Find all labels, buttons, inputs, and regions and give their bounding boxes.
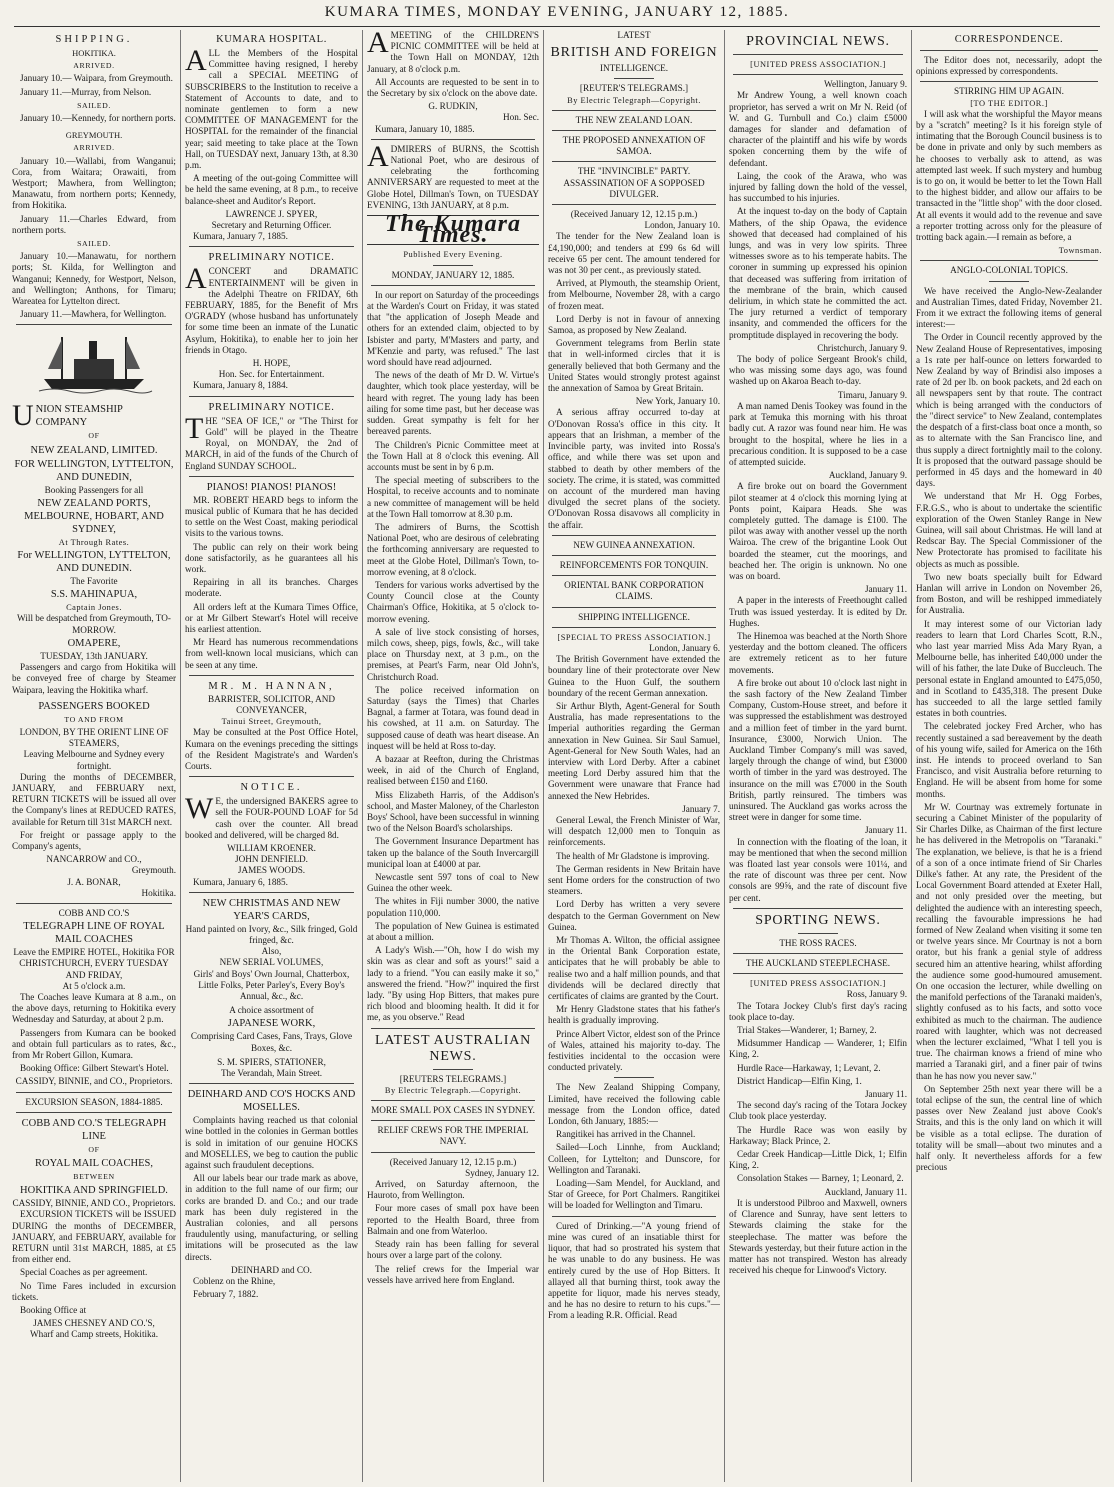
column-divider	[180, 30, 181, 1482]
editorial-para: Miss Elizabeth Harris, of the Addison's school, and Master Maloney, of the Charleston Boys' School, have been successful in winning two of the Nelson Board's scholarships.	[367, 789, 539, 834]
pianos-text: MR. ROBERT HEARD begs to inform the musical public of Kumara that he has decided to settle on the West Coast, making periodical visits to the various towns.	[185, 494, 358, 539]
signature: JAMES WOODS.	[237, 865, 306, 876]
text-of: OF	[88, 431, 100, 441]
news-para: Sir Arthur Blyth, Agent-General for South Australia, has made representations to the Imperial authorities regarding the German annexation in New Guinea. Sir Saul Samuel, Agent-General for New South Wales, had an interview with Lord Derby. After a cabinet meeting Lord Derby assured him that the Government were unaware that France had annexed the New Hebrides.	[548, 700, 720, 801]
xmas-line: S. M. SPIERS, STATIONER,	[217, 1056, 326, 1067]
steamship-icon	[34, 329, 154, 399]
letter-body: I will ask what the worshipful the Mayor means by a "scratch" meeting? Is it his foreign style of intimating that the Borough Council business is to be done in private and only by such members as he chooses to verbally ask to attend, as was attempted last week. If such mystery and humbug is to go on, it would be better to let the Town Hall to the highest bidder, and allow our affairs to be transacted in the "little shop" with the door closed. At all events it would add to the revenue and save a reporter trotting across only for the pleasure of trotting back again.—I remain as before, a	[916, 108, 1102, 243]
divider	[16, 1092, 172, 1093]
divider	[552, 555, 716, 556]
race-result: The Totara Jockey Club's first day's racing took place to-day.	[729, 1000, 907, 1022]
published-line: Published Every Evening.	[403, 250, 503, 260]
column-2	[185, 30, 358, 1482]
received-time: (Received January 12, 12.15 p.m.)	[389, 1156, 517, 1167]
usc-line: OMAPERE,	[67, 637, 121, 649]
divider	[733, 953, 903, 954]
exc-line: HOKITIKA AND SPRINGFIELD.	[20, 1185, 168, 1197]
correspondence-heading: CORRESPONDENCE.	[954, 34, 1064, 45]
xmas-line: Hand painted on Ivory, &c., Silk fringed, Gold fringed, &c.	[185, 923, 358, 945]
latest-label: LATEST	[617, 30, 651, 40]
concert-notice: ACONCERT and DRAMATIC ENTERTAINMENT will be given in the Adelphi Theatre on FRIDAY, 6th FEBRUARY, 1885, for the Benefit of Mrs O'GRADY (whose husband has unfortunately for some time been an inmate of the Lunatic Asylum, Hokitika), to enable her to join her friends in Otago.	[185, 262, 358, 355]
news-para: The Order in Council recently approved by the New Zealand House of Representatives, imposing a 1s rate per half-ounce on letters forwarded to New Zealand by way of Brindisi also imposes a rate of 2d per lb. on book packets, and 2d each on all newspapers sent by that route. The contract which is being arranged with the conductors of the "direct service" to New Zealand, contemplates the despatch of a first-class boat once a month, so as to alternate with the San Francisco line, and thus supply a direct fortnightly mail to the colony. It is proposed that the outward passage should be performed in 45 days and the homeward in 40 days.	[916, 332, 1102, 489]
news-para: Sailed—Loch Linnhe, from Auckland; Colleen, for Lyttelton; and Dunscore, for Wellington and Taranaki.	[548, 1142, 720, 1175]
shipping-entry: January 11.—Charles Edward, from northern ports.	[12, 213, 176, 235]
exc-line: Booking Office at	[20, 1305, 87, 1316]
signature: Townsman.	[1058, 246, 1102, 256]
pianos-heading: PIANOS! PIANOS! PIANOS!	[206, 481, 337, 493]
divider	[371, 139, 535, 140]
dateline: January 11.	[864, 825, 907, 836]
news-para: On September 25th next year there will be a total eclipse of the sun, the central line of which passes over New Zealand just above Cook's Straits, and this is the only land on which it will be visible as a total eclipse. The duration of totality will be small—about two minutes and a half only. It nevertheless affords for a few precious	[916, 1083, 1102, 1173]
exc-line: ROYAL MAIL COACHES,	[35, 1158, 153, 1169]
news-para: A fire broke out about 10 o'clock last night in the sash factory of the New Zealand Timber Company, Custom-House street, and before it was suppressed the establishment was destroyed and a million feet of timber in the yard burnt. Insurance, £3000, Norwich Union. The Auckland Timber Company's mill was saved, largely through the change of wind, but £3000 worth of timber in the yard was destroyed. The insurance on the mill was £7000 in the South British, partly reinsured. The timbers was uninsured. The Auckland gas works across the street were in danger for some time.	[729, 677, 907, 823]
divider	[733, 54, 903, 55]
pb-line: For freight or passage apply to the Company's agents,	[12, 829, 176, 851]
sailed-label: SAILED.	[77, 239, 111, 249]
divider	[189, 476, 354, 477]
divider	[733, 908, 903, 909]
shipping-entry: January 10.—Wallabi, from Wanganui; Cora, from Waitara; Orawaiti, from Westport; Mawhera, from Wellington; Manawatu, from northern ports; Kennedy, from Hokitika.	[12, 155, 176, 211]
news-para: Mr Thomas A. Wilton, the official assignee in the Oriental Bank Corporation estate, anticipates that he will probably be able to realise two and a half million pounds, and that dividends will be declared directly that certificates of claims are granted by the Court.	[548, 935, 720, 1002]
column-divider	[911, 30, 912, 1482]
editorial-para: A Lady's Wish.—"Oh, how I do wish my skin was as clear and soft as yours!" said a lady to a friend. "You can easily make it so," answered the friend. "How?" inquired the first lady. "By using Hop Bitters, that makes pure rich blood and blooming health. It did it for me, as you observe." Read	[367, 945, 539, 1023]
telegraph-label: By Electric Telegraph—Copyright.	[567, 95, 701, 105]
xmas-line: Comprising Card Cases, Fans, Trays, Glove Boxes, &c.	[190, 1031, 353, 1053]
pianos-text: Mr Heard has numerous recommendations from well-known local musicians, which can be seen at any time.	[185, 637, 358, 670]
news-para: A fire broke out on board the Government pilot steamer at 4 o'clock this morning lying at Ponts point, Kaipara Heads. She was completely gutted. The damage is £100. The pilot was away with another vessel up the north Wairoa. The crew of the brigantine Look Out boarded the steamer, cut the moorings, and beached her. The origin is unknown. No one was on board.	[729, 481, 907, 581]
divider	[552, 607, 716, 608]
signature: G. RUDKIN,	[428, 101, 478, 112]
excursion-heading: EXCURSION SEASON, 1884-1885.	[25, 1096, 163, 1107]
race-result: Trial Stakes—Wanderer, 1; Barney, 2.	[737, 1025, 877, 1036]
usc-line: Passengers and cargo from Hokitika will be conveyed free of charge by Steamer Waipara, leaving the Hokitika wharf.	[12, 662, 176, 695]
news-heading: THE NEW ZEALAND LOAN.	[575, 114, 693, 125]
divider	[989, 281, 1029, 282]
news-para: The German residents in New Britain have sent Home orders for the construction of two steamers.	[548, 863, 720, 897]
exc-line: Special Coaches as per agreement.	[20, 1267, 148, 1278]
divider	[552, 627, 716, 628]
dateline: Ross, January 9.	[846, 989, 907, 1000]
shipping-entry: January 11.—Murray, from Nelson.	[20, 86, 152, 97]
hospital-heading: KUMARA HOSPITAL.	[216, 34, 327, 45]
sea-of-ice-notice: THE "SEA OF ICE," or "The Thirst for Gold" will be played in the Theatre Royal, on MONDAY, the 2nd of MARCH, in aid of the funds of the Church of England SUNDAY SCHOOL.	[185, 411, 358, 471]
exc-line: Wharf and Camp streets, Hokitika.	[29, 1329, 159, 1340]
divider	[552, 110, 716, 111]
preliminary-notice-heading: PRELIMINARY NOTICE.	[208, 252, 335, 264]
received-time: (Received January 12, 12.15 p.m.)	[570, 209, 698, 220]
divider	[552, 575, 716, 576]
divider	[733, 74, 903, 75]
hannan-line: May be consulted at the Post Office Hotel, Kumara on the evenings preceding the sittings of the Resident Magistrate's and Warden's Courts.	[185, 727, 358, 771]
divider	[433, 1069, 473, 1070]
shipping-heading: SHIPPING.	[55, 34, 133, 45]
usc-line: Booking Passengers for all	[44, 484, 144, 495]
news-heading: THE PROPOSED ANNEXATION OF SAMOA.	[562, 135, 706, 157]
race-result: Hurdle Race—Harkaway, 1; Levant, 2.	[737, 1062, 881, 1073]
dateline: Auckland, January 9.	[828, 470, 907, 481]
editorial-para: The whites in Fiji number 3000, the native population 110,000.	[367, 896, 539, 918]
arrived-label: ARRIVED.	[73, 143, 115, 153]
editorial-dateline: MONDAY, JANUARY 12, 1885.	[391, 269, 515, 280]
news-para: Lord Derby is not in favour of annexing Samoa, as proposed by New Zealand.	[548, 313, 720, 336]
signature: H. HOPE,	[252, 358, 291, 369]
usc-line: FOR WELLINGTON, LYTTELTON, AND DUNEDIN,	[14, 458, 174, 483]
usc-line: TUESDAY, 13th JANUARY.	[40, 650, 148, 661]
divider	[433, 265, 473, 266]
arrived-label: ARRIVED.	[73, 61, 115, 71]
dateline: January 11.	[864, 584, 907, 595]
hannan-line: BARRISTER, SOLICITOR, AND CONVEYANCER,	[208, 693, 335, 715]
race-result: The Hurdle Race was won easily by Harkaway; Black Prince, 2.	[729, 1124, 907, 1146]
pianos-text: The public can rely on their work being done satisfactorily, as he guarantees all his work.	[185, 541, 358, 574]
divider	[920, 81, 1098, 82]
pianos-text: Repairing in all its branches. Charges moderate.	[185, 577, 358, 599]
news-para: A serious affray occurred to-day at O'Donovan Rossa's office in this city. It appears that an Irishman, a member of the Invincible party, was invited into Rossa's office, and while there was set upon and stabbed to death by other members of the society. The crime, it is stated, was committed on account of the murdered man having divulged the secret plans of the society. O'Donovan Rossa disavows all complicity in the affair.	[548, 407, 720, 530]
greymouth-heading: GREYMOUTH.	[65, 130, 123, 141]
letter-heading: STIRRING HIM UP AGAIN.	[954, 86, 1064, 97]
editorial-para: The admirers of Burns, the Scottish National Poet, who are desirous of celebrating the forthcoming anniversary are requested to meet at the Globe Hotel, Dillman's Town, to-morrow evening, at 8 o'clock.	[367, 521, 539, 577]
news-para: At the inquest to-day on the body of Captain Mathers, of the ship Opawa, the evidence showed that deceased had complained of his lungs, and was in very low spirits. Three witnesses swore as to his temperate habits. The coroner in summing up expressed his opinion that deceased was suffering from irritation of the membrane of the brain, which caused delirium, in which state he committed the act. The jury returned a verdict of temporary insanity, and commended the officers for the promptitude displayed in recovering the body.	[729, 206, 907, 340]
xmas-line: Girls' and Boys' Own Journal, Chatterbox, Little Folks, Peter Parley's, Every Boy's Annual, &c., &c.	[193, 968, 350, 1002]
shipping-entry: January 10.—Kennedy, for northern ports.	[20, 113, 176, 124]
news-heading: THE AUCKLAND STEEPLECHASE.	[745, 958, 891, 969]
news-para: Mr Andrew Young, a well known coach proprietor, has served a writ on Mr N. Reid (of W. and G. Turnbull and Co.) claim £5000 damages for slander and defamation of character of the plaintiff and his wife by words spoken concerning them by the wife of defendant.	[729, 90, 907, 168]
column-5	[729, 30, 907, 1482]
divider	[552, 535, 716, 536]
press-association-label: [SPECIAL TO PRESS ASSOCIATION.]	[557, 632, 711, 642]
pb-line: LONDON, BY THE ORIENT LINE OF STEAMERS,	[19, 726, 169, 749]
divider	[920, 260, 1098, 261]
latest-australian-heading: LATEST AUSTRALIAN NEWS.	[374, 1032, 532, 1064]
news-heading: NEW GUINEA ANNEXATION.	[573, 539, 695, 550]
race-result: Cedar Creek Handicap—Little Dick, 1; Elfin King, 2.	[729, 1149, 907, 1171]
news-heading: MORE SMALL POX CASES IN SYDNEY.	[371, 1105, 535, 1116]
deinhard-title: DEINHARD AND CO'S HOCKS AND MOSELLES.	[187, 1089, 356, 1114]
editorial-para: The police received information on Saturday (says the Times) that Charles Bagnal, a farmer at Totara, was found dead in his cowshed, at 11 a.m. on Saturday. The supposed cause of death was heart disease. An inquest will be held at Ross to-day.	[367, 684, 539, 751]
intelligence-heading: INTELLIGENCE.	[599, 63, 669, 74]
dateline: Kumara, January 6, 1885.	[193, 876, 288, 887]
news-para: The relief crews for the Imperial war vessels have arrived here from England.	[367, 1263, 539, 1285]
dateline: January 7.	[682, 803, 720, 814]
news-para: A paper in the interests of Freethought called Truth was issued yesterday. It is edited by Dr. Hughes.	[729, 595, 907, 628]
exc-line: CASSIDY, BINNIE, AND CO., Proprietors.	[12, 1198, 176, 1209]
cobb-line: Booking Office: Gilbert Stewart's Hotel.	[20, 1063, 169, 1074]
divider	[189, 892, 354, 893]
divider	[552, 1216, 716, 1217]
union-steamship-title: UNION STEAMSHIP COMPANY	[12, 399, 123, 433]
news-para: Steady rain has been falling for several hours over a large part of the colony.	[367, 1239, 539, 1261]
shipping-entry: January 11.—Mawhera, for Wellington.	[20, 309, 167, 320]
divider	[16, 1112, 172, 1113]
deinhard-text: All our labels bear our trade mark as above, in addition to the full name of our firm; our corks are branded D. and Co.; and our trade mark has been duly registered in the Australian colonies, and all persons fraudulently using, manufacturing, or selling imitations will be prosecuted as the law directs.	[185, 1173, 358, 1262]
race-result: It is understood Pilbroo and Maxwell, owners of Clarence and Sunray, have sent letters to Stewards claiming the stake for the steeplechase. The matter was before the Stewards yesterday, but their future action in the matter has not transpired. Weston has already received his cheque for Linwood's Victory.	[729, 1197, 907, 1276]
divider	[189, 396, 354, 397]
telegraph-label: By Electric Telegraph.—Copyright.	[384, 1085, 522, 1095]
divider	[371, 1152, 535, 1153]
dateline: Christchurch, January 9.	[817, 342, 907, 353]
race-result: Midsummer Handicap — Wanderer, 1; Elfin King, 2.	[729, 1038, 907, 1060]
signature: Secretary and Returning Officer.	[211, 220, 332, 231]
picnic-notice: AMEETING of the CHILDREN'S PICNIC COMMITTEE will be held at the Town Hall on MONDAY, 12th January, at 8 o'clock p.m.	[367, 30, 539, 74]
cobb-line: The Coaches leave Kumara at 8 a.m., on the above days, returning to Hokitika every Wednesday and Saturday, at about 2 p.m.	[12, 991, 176, 1025]
news-para: The British Government have extended the boundary line of their protectorate over New Guinea to the Huon Gulf, the southern boundary of the recent German annexation.	[548, 654, 720, 698]
xmas-line: The Verandah, Main Street.	[220, 1068, 323, 1079]
picnic-notice: All Accounts are requested to be sent in to the Secretary by six o'clock on the above date.	[367, 76, 539, 99]
pb-line: Greymouth.	[131, 865, 176, 876]
editorial-para: Newcastle sent 597 tons of coal to New Guinea the other week.	[367, 872, 539, 894]
divider	[371, 1100, 535, 1101]
hospital-notice: A meeting of the out-going Committee will be held the same evening, at 8 p.m., to receive balance-sheet and Auditor's Report.	[185, 173, 358, 206]
notice-heading: NOTICE.	[240, 782, 303, 794]
usc-line: Captain Jones.	[66, 603, 122, 613]
burns-notice: ADMIRERS of BURNS, the Scottish National Poet, who are desirous of celebrating the forthcoming ANNIVERSARY are requested to meet at the Globe Hotel, Dillman's Town, on TUESDAY EVENING, 13th JANUARY, at 8 p.m.	[367, 139, 539, 210]
column-divider	[543, 30, 544, 1482]
editorial-para: A bazaar at Reefton, during the Christmas week, in aid of the Church of England, realised between £150 and £160.	[367, 753, 539, 787]
pb-line: Hokitika.	[141, 887, 176, 898]
dateline: January 11.	[864, 1089, 907, 1100]
column-3	[367, 30, 539, 1482]
signature: Hon. Sec.	[503, 112, 539, 123]
to-editor-label: [TO THE EDITOR.]	[970, 98, 1048, 108]
news-heading: RELIEF CREWS FOR THE IMPERIAL NAVY.	[377, 1125, 529, 1147]
news-para: Mr Henry Gladstone states that his father's health is gradually improving.	[548, 1004, 720, 1026]
divider	[189, 675, 354, 676]
top-rule	[14, 26, 1100, 27]
editorial-para: The news of the death of Mr D. W. Virtue's daughter, which took place yesterday, will be heard with regret. The young lady has been ailing for some time past, but her decease was sudden. Great sympathy is felt for her bereaved parents.	[367, 370, 539, 437]
column-1	[12, 30, 176, 1482]
news-para: The health of Mr Gladstone is improving.	[556, 850, 710, 861]
divider	[189, 246, 354, 247]
divider	[189, 1083, 354, 1084]
dateline: Auckland, January 11.	[824, 1186, 907, 1197]
anglo-colonial-heading: ANGLO-COLONIAL TOPICS.	[950, 265, 1068, 276]
news-para: General Lewal, the French Minister of War, will despatch 12,000 men to Tonquin as reinforcements.	[548, 814, 720, 848]
news-para: Arrived, on Saturday afternoon, the Hauroto, from Wellington.	[367, 1179, 539, 1201]
news-heading: SHIPPING INTELLIGENCE.	[578, 611, 690, 622]
usc-line: At Through Rates.	[58, 537, 130, 547]
exc-line: COBB AND CO.'S TELEGRAPH LINE	[21, 1117, 167, 1142]
news-para: The Hinemoa was beached at the North Shore yesterday and the bottom cleaned. The officers are extremely reticent as to her future movements.	[729, 630, 907, 675]
usc-line: S.S. MAHINAPUA,	[50, 589, 138, 601]
news-para: It may interest some of our Victorian lady readers to learn that Lord Charles Scott, R.N., who last year married Miss Ada Mary Ryan, a Melbourne belle, has inherited £40,000 under the will of his father, the late Duke of Buccleuch. The personal estate in England amounted to £475,050, and in Scotland to £435,318. The present Duke has succeeded to all the large settled family estates in both countries.	[916, 618, 1102, 719]
pb-line: J. A. BONAR,	[67, 876, 121, 887]
preliminary-notice-heading: PRELIMINARY NOTICE.	[208, 401, 335, 413]
usc-line: NEW ZEALAND, LIMITED.	[30, 444, 158, 456]
divider	[371, 1120, 535, 1121]
british-foreign-heading: BRITISH AND FOREIGN	[550, 45, 718, 61]
news-heading: THE ROSS RACES.	[779, 937, 857, 948]
signature: JOHN DENFIELD.	[235, 854, 308, 865]
divider	[552, 130, 716, 131]
race-result: District Handicap—Elfin King, 1.	[737, 1075, 862, 1086]
news-para: Four more cases of small pox have been reported to the Health Board, three from Balmain and one from Waterloo.	[367, 1203, 539, 1236]
pb-line: Leaving Melbourne and Sydney every fortnight.	[23, 749, 165, 771]
news-para: Prince Albert Victor, eldest son of the Prince of Wales, attained his majority to-day. The festivities incidental to the occasion were conducted privately.	[548, 1028, 720, 1073]
editorial-para: In our report on Saturday of the proceedings at the Warden's Court on Friday, it was stated that "the application of Joseph Meade and others for an extended claim, objected to by Isbister and party, M'Masters and party, and M'Kenzie and party, was refused." The last word should have read adjourned.	[367, 289, 539, 368]
news-para: The New Zealand Shipping Company, Limited, have received the following cable message from the London office, dated London, 6th January, 1885:—	[548, 1082, 720, 1127]
cobb-line: TELEGRAPH LINE OF ROYAL MAIL COACHES	[23, 921, 165, 946]
race-result: The second day's racing of the Totara Jockey Club took place yesterday.	[729, 1100, 907, 1122]
signature: DEINHARD and CO.	[231, 1264, 312, 1275]
exc-line: BETWEEN	[73, 1172, 115, 1181]
usc-line: Will be despatched from Greymouth, TO-MORROW.	[17, 613, 171, 635]
divider	[614, 78, 654, 79]
news-para: The celebrated jockey Fred Archer, who has recently sustained a sad bereavement by the death of his young wife, sailed for America on the 16th inst. He intends to proceed overland to San Francisco, and visit Australia before returning to England. He will be absent from home for some months.	[916, 721, 1102, 799]
column-divider	[724, 30, 725, 1482]
cobb-line: Leave the EMPIRE HOTEL, Hokitika FOR CHRISTCHURCH, EVERY TUESDAY AND FRIDAY,	[13, 947, 175, 980]
cobb-line: CASSIDY, BINNIE, and CO., Proprietors.	[15, 1076, 173, 1087]
column-4	[548, 30, 720, 1482]
dateline: Kumara, January 8, 1884.	[193, 380, 288, 391]
shipping-entry: January 10.— Waipara, from Greymouth.	[20, 73, 173, 84]
xmas-line: JAPANESE WORK,	[227, 1018, 316, 1030]
shipping-entry: January 10.—Manawatu, for northern ports; St. Kilda, for Wellington and Wanganui; Kennedy, for Westport, Nelson, and Wellington; Anthons, for Timaru; Wareatea for Lyttelton direct.	[12, 251, 176, 307]
pb-line: NANCARROW and CO.,	[46, 854, 142, 865]
divider	[189, 776, 354, 777]
divider	[798, 933, 838, 934]
news-para: A man named Denis Tookey was found in the park at Temuka this morning with his throat badly cut. A razor was found near him. He was brought to the hospital, where he lies in a precarious condition. It is supposed to be a case of attempted suicide.	[729, 400, 907, 467]
news-para: Government telegrams from Berlin state that in well-informed circles that it is generally believed that both Germany and the United States would strongly protest against the annexation of Samoa by Great Britain.	[548, 338, 720, 394]
news-para: The body of police Sergeant Brook's child, who was missing some days ago, was found washed up on Akaroa Beach to-day.	[729, 354, 907, 387]
dateline: Coblenz on the Rhine,	[193, 1276, 276, 1287]
news-para: Two new boats specially built for Edward Hanlan will arrive in London on November 26, from Boston, and will be reshipped immediately for Australia.	[916, 571, 1102, 616]
race-result: Consolation Stakes — Barney, 1; Leonard, 2.	[737, 1173, 904, 1184]
exc-line: OF	[88, 1144, 100, 1154]
editorial-para: A sale of live stock consisting of horses, milch cows, sheep, pigs, fowls, &c., will take place on Thursday next, at 3 p.m., on the premises, at Peart's Farm, near Old John's, Christchurch Road.	[367, 626, 539, 682]
divider	[552, 161, 716, 162]
news-para: Cured of Drinking.—"A young friend of mine was cured of an insatiable thirst for liquor, that had so prostrated his system that he was unable to do any business. He was entirely cured by the use of Hop Bitters. It allayed all that burning thirst, took away the appetite for liquor, made his nerves steady, and he has no desire to return to his cups."—From a leading R.R. Official. Read	[548, 1220, 720, 1321]
usc-line: The Favorite	[70, 576, 118, 587]
column-divider	[362, 30, 363, 1482]
divider	[371, 1028, 535, 1029]
hokitika-heading: HOKITIKA.	[72, 48, 116, 58]
news-para: The tender for the New Zealand loan is £4,190,000; and tenders at £99 6s 6d will receive 65 per cent. The amount tendered for was not 30 per cent., as previously stated.	[548, 231, 720, 276]
sporting-news-heading: SPORTING NEWS.	[755, 912, 881, 928]
divider	[371, 285, 535, 286]
news-para: We have received the Anglo-New-Zealander and Australian Times, dated Friday, November 21. From it we extract the following items of general interest:—	[916, 285, 1102, 330]
dateline: Kumara, January 10, 1885.	[375, 123, 475, 134]
deinhard-text: Complaints having reached us that colonial wine bottled in the colonies in German bottles is sold in imitation of our genuine HOCKS and MOSELLES, we beg to caution the public against such fraudulent deceptions.	[185, 1115, 358, 1171]
editorial-para: Tenders for various works advertised by the County Council close at the County Chairman's Office, Hokitika, at 5 o'clock to-morrow evening.	[367, 579, 539, 624]
news-para: Loading—Sam Mendel, for Auckland, and Star of Greece, for Port Chalmers. Rangitikei will be loaded for Wellington and Timaru.	[548, 1178, 720, 1211]
press-association-label: [UNITED PRESS ASSOCIATION.]	[750, 60, 886, 69]
passengers-booked: PASSENGERS BOOKED	[38, 700, 150, 712]
signature: Hon. Sec. for Entertainment.	[218, 369, 325, 380]
reuters-label: [REUTER'S TELEGRAMS.]	[579, 83, 689, 94]
news-para: Rangitikei has arrived in the Channel.	[556, 1129, 696, 1140]
editorial-para: The special meeting of subscribers to the Hospital, to receive accounts and to nominate a new committee of management will be held at the Town Hall tomorrow at 8.30 p.m.	[367, 475, 539, 519]
reuters-label: [REUTERS TELEGRAMS.]	[399, 1073, 507, 1084]
divider	[16, 903, 172, 904]
exc-line: EXCURSION TICKETS will be ISSUED DURING the months of DECEMBER, JANUARY, and FEBRUARY, available for RETURN until 31st MARCH, 1885, at £5 from either end.	[12, 1209, 176, 1265]
dateline: Kumara, January 7, 1885.	[193, 231, 288, 242]
editorial-para: The population of New Guinea is estimated at about a million.	[367, 920, 539, 943]
bakers-notice: WE, the undersigned BAKERS agree to sell the FOUR-POUND LOAF for 5d cash over the counter. All bread booked and delivered, will be charged 8d.	[185, 792, 358, 840]
masthead: KUMARA TIMES, MONDAY EVENING, JANUARY 12, 1885.	[324, 4, 790, 20]
news-para: Laing, the cook of the Arawa, who was injured by falling down the hold of the vessel, has succumbed to his injuries.	[729, 170, 907, 204]
editor-disclaimer: The Editor does not, necessarily, adopt the opinions expressed by correspondents.	[916, 55, 1102, 77]
hannan-title: MR. M. HANNAN,	[208, 680, 335, 692]
provincial-news-heading: PROVINCIAL NEWS.	[746, 34, 890, 49]
news-para: Mr W. Courtnay was extremely fortunate in securing a Cabinet Minister of the popularity of Sir Charles Dilke, as Chairman of the first lecture he has delivered in the Metropolis on "Taranaki." The explanation, we believe, is that he is a friend of a son of a once intimate friend of Sir Charles Dilke's father. At any rate, the President of the Local Government Board attended at Exeter Hall, and not only presided over the meeting, but delighted the audience with an interesting speech, recalling the favourable impressions he had formed of New Zealand when visiting it some ten or twelve years since. Mr Courtnay is not a born orator, but his frank a genial style of address secured him an attentive hearing, whilst affording the audience some good-humoured amusement. On one occasion the lecturer, while dwelling on the manifold perfections of the Taranaki maiden's, slightly confused as to his facts, and sotto voce exhibited as much to the chairman. The audience roared with laughter, which was not decreased when the lecturer exclaimed, "What I tell you is true. The chairman knows a friend of mine who married a Taranaki girl, and a finer pair of twins than he has now you never saw."	[916, 801, 1102, 1081]
dateline: February 7, 1882.	[193, 1289, 259, 1300]
news-heading: REINFORCEMENTS FOR TONQUIN.	[559, 559, 709, 570]
press-association-label: [UNITED PRESS ASSOCIATION.]	[750, 979, 886, 989]
divider	[920, 50, 1098, 51]
pb-line: During the months of DECEMBER, JANUARY, and FEBRUARY next, RETURN TICKETS will be issued all over the Company's lines at REDUCED RATES, available for Return till 31st MARCH next.	[12, 771, 176, 827]
exc-line: No Time Fares included in excursion tickets.	[12, 1280, 176, 1302]
usc-line: NEW ZEALAND PORTS, MELBOURNE, HOBART, AND SYDNEY,	[24, 497, 164, 535]
exc-line: JAMES CHESNEY AND CO.'S,	[33, 1318, 155, 1329]
editorial-para: The Children's Picnic Committee meet at the Town Hall at 8 o'clock this evening. All accounts must be sent in by 6 p.m.	[367, 439, 539, 472]
dateline: London, January 10.	[644, 220, 720, 231]
xmas-line: NEW SERIAL VOLUMES,	[219, 957, 324, 968]
cobb-line: Passengers from Kumara can be booked and obtain full particulars as to rates, &c., from Mr Robert Gillon, Kumara.	[12, 1027, 176, 1060]
xmas-title: NEW CHRISTMAS AND NEW YEAR'S CARDS,	[202, 897, 341, 922]
hannan-line: Tainui Street, Greymouth,	[221, 717, 322, 727]
news-para: Lord Derby has written a very severe despatch to the German Government on New Guinea.	[548, 899, 720, 932]
news-para: In connection with the floating of the loan, it may be mentioned that when the second million was floated last year consols were 101¼, and the rate of discount was three per cent. Now consols are 99⅝, and the rate of discount five per cent.	[729, 836, 907, 903]
news-para: Arrived, at Plymouth, the steamship Orient, from Melbourne, November 28, with a cargo of frozen meat.	[548, 278, 720, 311]
xmas-line: Also,	[261, 946, 282, 957]
dateline: Sydney, January 12.	[465, 1167, 539, 1178]
pb-line: TO AND FROM	[64, 714, 124, 724]
dateline: London, January 6.	[649, 642, 720, 653]
signature: WILLIAM KROENER.	[227, 842, 316, 853]
divider	[733, 973, 903, 974]
cobb-line: At 5 o'clock a.m.	[62, 980, 126, 991]
dateline: New York, January 10.	[635, 396, 720, 407]
usc-line: For WELLINGTON, LYTTELTON, AND DUNEDIN.	[17, 550, 171, 575]
divider	[552, 204, 716, 205]
pianos-text: All orders left at the Kumara Times Office, or at Mr Gilbert Stewart's Hotel will receive his earliest attention.	[185, 601, 358, 634]
signature: LAWRENCE J. SPYER,	[225, 208, 318, 219]
editorial-para: The Government Insurance Department has taken up the balance of the South Invercargill municipal loan at £4000 at par.	[367, 836, 539, 869]
column-6	[916, 30, 1102, 1482]
news-para: We understand that Mr H. Ogg Forbes, F.R.G.S., who is about to undertake the scientific exploration of the Owen Stanley Range in New Guinea, will sail about Christmas. He will land at Redscar Bay. The Special Commissioner of the New Protectorate has promised to facilitate his objects as much as possible.	[916, 491, 1102, 569]
divider	[16, 324, 172, 325]
newspaper-title: The Kumara Times.	[367, 215, 539, 245]
cobb-title: COBB AND CO.'S	[58, 907, 130, 918]
sailed-label: SAILED.	[77, 100, 111, 110]
dateline: Timaru, January 9.	[837, 389, 907, 400]
news-heading: THE "INVINCIBLE" PARTY. ASSASSINATION OF A SOPPOSED DIVULGER.	[563, 166, 705, 199]
dateline: Wellington, January 9.	[824, 79, 907, 90]
divider	[614, 1077, 654, 1078]
hospital-notice: ALL the Members of the Hospital Committee having resigned, I hereby call a SPECIAL MEETING of SUBSCRIBERS to the Institution to receive a Statement of Accounts to date, and to nominate gentlemen to form a new COMMITTEE OF MANAGEMENT for the HOSPITAL for the remainder of the financial year; said meeting to take place at the Town Hall, on TUESDAY next, January 13th, at 8.30 p.m.	[185, 44, 358, 171]
news-heading: ORIENTAL BANK CORPORATION CLAIMS.	[564, 580, 704, 602]
xmas-line: A choice assortment of	[229, 1005, 314, 1016]
